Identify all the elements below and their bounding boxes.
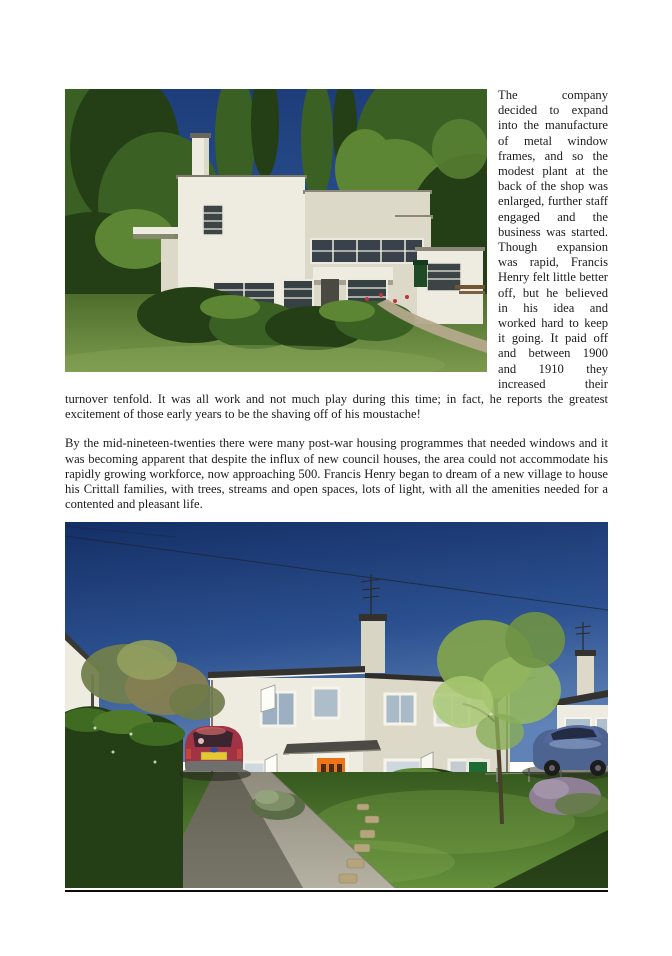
chimney [361,621,385,673]
modernist-house-illustration [65,89,487,372]
paragraph-1-text: The company decided to expand into the manufacture of metal window frames, and so the modest plant at the back of the shop was enlarged, further staff engaged and the business was started. Though expansion was rapid, Francis Henry felt little better off, but he believed in his idea and worked hard to keep it going. It paid off and between 1900 and 1910 they increased their turnover tenfold. It was all work and not much play during this time; in fact, he reports the greatest excitement of those early years to be the shaving off of his moustache! [65,88,608,422]
paragraph-2 [65,436,608,512]
paragraph-1 [65,88,608,422]
upper-window [203,205,223,235]
village-houses-illustration [65,522,608,888]
left-hedge [65,707,185,889]
bumper [185,761,243,771]
chimney-cap [359,614,387,621]
ribbon-window [311,239,423,263]
license-plate [201,752,227,760]
photo-modernist-house [65,89,487,372]
paragraph-2-text: By the mid-nineteen-twenties there were many post-war housing programmes that needed windows and it was becoming apparent that despite the influx of new council houses, the area could not accommodate his rapidly growing workforce, now approaching 500. Francis Henry began to dream of a new village to house his Crittall families, with trees, streams and open spaces, lots of light, with all the amenities needed for a contented and pleasant life. [65,436,608,512]
badge [210,748,218,753]
photo-village-houses [65,522,608,888]
photo-village-houses-frame [65,522,608,892]
wheelie-bin [413,260,428,287]
